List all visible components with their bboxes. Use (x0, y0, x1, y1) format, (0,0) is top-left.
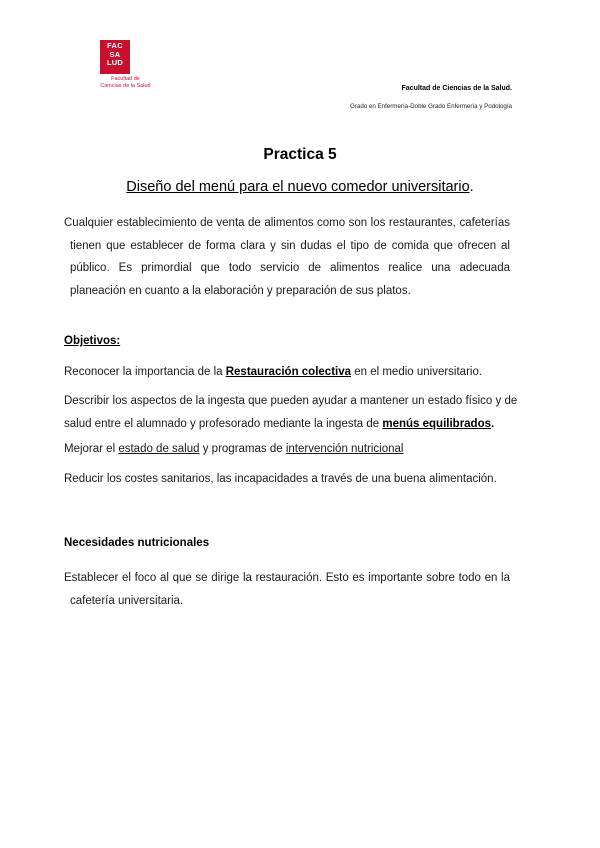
logo-mark-line: SA (109, 49, 121, 59)
logo-caption-line: Ciencias de la Salud (100, 82, 151, 89)
header-faculty: Facultad de Ciencias de la Salud. (401, 85, 512, 92)
objective-text: Mejorar el (64, 443, 119, 455)
logo-mark-line: FAC (107, 41, 123, 50)
logo-mark-line: LUD (106, 58, 124, 67)
page-subtitle (0, 179, 600, 195)
needs-paragraph: Establecer el foco al que se dirige la restauración. Esto es importante sobre todo en la cafetería universitaria. (64, 572, 510, 607)
objective-text: Describir los aspectos de la ingesta que pueden ayudar a mantener un estado físico y de salud entre el alumnado y profesorado mediante la ingesta de (64, 395, 518, 430)
objective-underlined: intervención nutricional (285, 443, 404, 455)
objective-item (64, 438, 534, 461)
objective-text: . (491, 417, 495, 430)
objective-item: Reducir los costes sanitarios, las incapacidades a través de una buena alimentación. (64, 473, 497, 485)
page-title: Practica 5 (263, 146, 337, 163)
objective-underlined: estado de salud (118, 443, 200, 455)
objective-item (64, 361, 534, 384)
needs-heading: Necesidades nutricionales (64, 537, 210, 549)
objective-text: y programas de (199, 443, 286, 455)
objective-item (64, 390, 534, 435)
logo-caption (88, 76, 163, 89)
objective-text: Reconocer la importancia de la (64, 366, 226, 378)
objective-emphasis: menús equilibrados (382, 417, 492, 430)
header-degree: Grado en Enfermería-Doble Grado Enfermería y Podología (350, 103, 512, 110)
logo-caption-line: Facultad de (111, 76, 140, 82)
logo-mark (100, 40, 130, 74)
objective-text: en el medio universitario. (351, 366, 483, 378)
subtitle-punct: . (469, 179, 474, 195)
intro-paragraph: Cualquier establecimiento de venta de alimentos como son los restaurantes, cafeterías tienen que establecer de forma clara y sin dudas el tipo de comida que ofrecen al público. Es primordial que todo servicio de alimentos realice una adecuada planeación en cuanto a la elaboración y preparación de sus platos. (64, 217, 510, 297)
objective-emphasis: Restauración colectiva (225, 366, 352, 378)
objectives-heading: Objetivos: (64, 335, 121, 347)
subtitle-text: Diseño del menú para el nuevo comedor universitario (126, 179, 470, 195)
